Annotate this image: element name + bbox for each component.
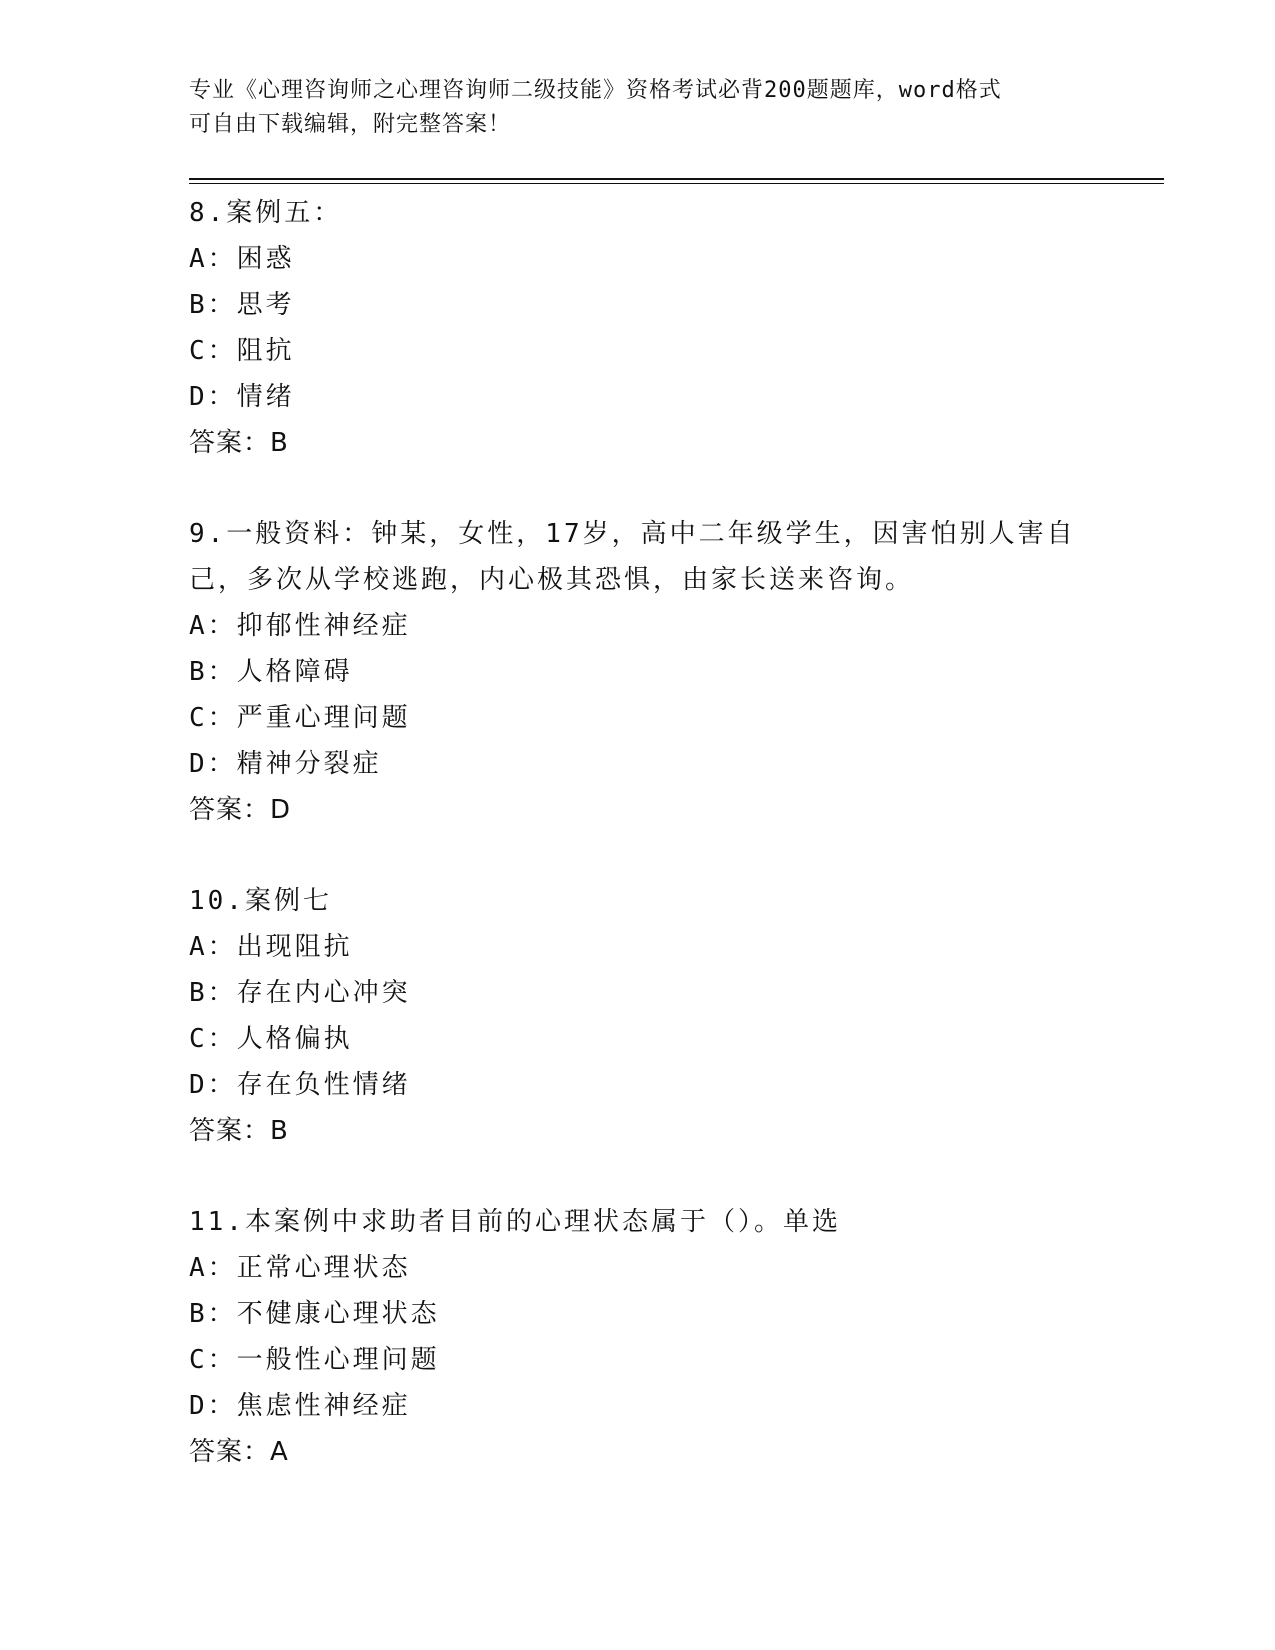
answer-line: 答案：B xyxy=(189,1116,289,1146)
option-d: D：焦虑性神经症 xyxy=(189,1391,411,1421)
question-item xyxy=(189,511,1089,833)
option-d: D：情绪 xyxy=(189,382,295,412)
question-list xyxy=(189,190,1089,1475)
header-line-2: 可自由下载编辑，附完整答案！ xyxy=(189,112,512,137)
answer-line: 答案：D xyxy=(189,795,292,825)
header-divider-thin xyxy=(189,183,1164,184)
question-spacer xyxy=(189,833,1089,878)
question-stem-line-1: 9.一般资料：钟某，女性，17岁，高中二年级学生，因害怕别人害自 xyxy=(189,519,1076,549)
question-stem-line-2: 己，多次从学校逃跑，内心极其恐惧，由家长送来咨询。 xyxy=(189,565,915,595)
option-a: A：正常心理状态 xyxy=(189,1253,411,1283)
option-b: B：不健康心理状态 xyxy=(189,1299,440,1329)
question-stem: 8.案例五： xyxy=(189,198,343,228)
document-header xyxy=(189,74,1089,142)
header-line-1: 专业《心理咨询师之心理咨询师二级技能》资格考试必背200题题库，word格式 xyxy=(189,78,1002,103)
question-item xyxy=(189,878,1089,1154)
question-item xyxy=(189,190,1089,466)
option-c: C：阻抗 xyxy=(189,336,295,366)
question-stem: 11.本案例中求助者目前的心理状态属于（）。单选 xyxy=(189,1207,841,1237)
option-a: A：困惑 xyxy=(189,244,295,274)
option-c: C：一般性心理问题 xyxy=(189,1345,440,1375)
option-d: D：存在负性情绪 xyxy=(189,1070,411,1100)
option-d: D：精神分裂症 xyxy=(189,749,382,779)
question-stem: 10.案例七 xyxy=(189,886,332,916)
option-a: A：出现阻抗 xyxy=(189,932,353,962)
option-a: A：抑郁性神经症 xyxy=(189,611,411,641)
option-b: B：存在内心冲突 xyxy=(189,978,411,1008)
header-divider-thick xyxy=(189,178,1164,180)
answer-line: 答案：A xyxy=(189,1437,289,1467)
option-c: C：严重心理问题 xyxy=(189,703,411,733)
option-b: B：思考 xyxy=(189,290,295,320)
option-c: C：人格偏执 xyxy=(189,1024,353,1054)
question-item xyxy=(189,1199,1089,1475)
answer-line: 答案：B xyxy=(189,428,289,458)
question-spacer xyxy=(189,1154,1089,1199)
question-spacer xyxy=(189,466,1089,511)
option-b: B：人格障碍 xyxy=(189,657,353,687)
